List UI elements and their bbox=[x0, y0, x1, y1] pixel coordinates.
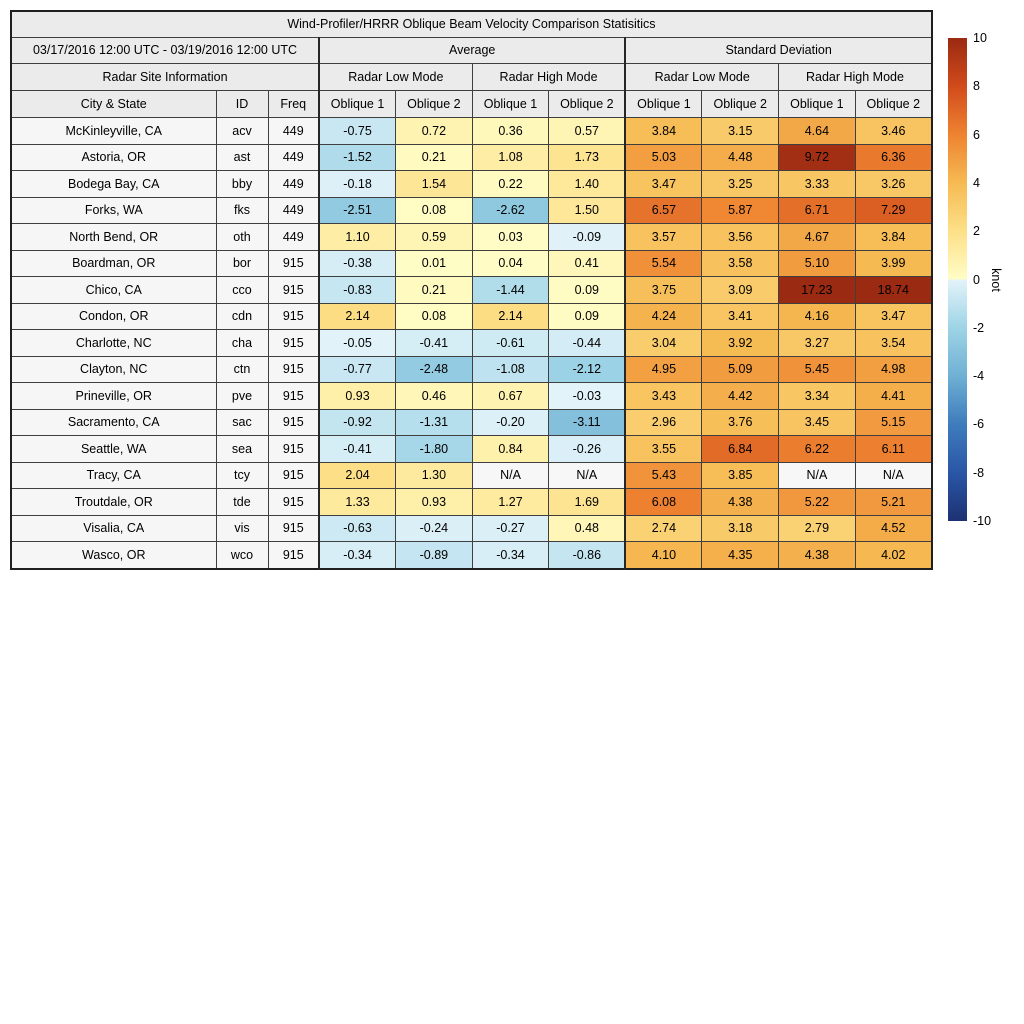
group-header-row bbox=[11, 38, 932, 64]
value-cell: 3.84 bbox=[625, 118, 702, 145]
value-cell: 0.57 bbox=[549, 118, 626, 145]
title-row bbox=[11, 11, 932, 38]
value-cell: N/A bbox=[779, 462, 856, 489]
value-cell: 0.21 bbox=[396, 144, 473, 171]
std-radar-low-mode-header: Radar Low Mode bbox=[625, 64, 778, 91]
value-cell: 0.21 bbox=[396, 277, 473, 304]
colorbar-tick-label: 8 bbox=[973, 79, 980, 94]
city-state-cell: North Bend, OR bbox=[11, 224, 216, 251]
table-row bbox=[11, 250, 932, 277]
value-cell: 4.02 bbox=[855, 542, 932, 569]
city-state-cell: Prineville, OR bbox=[11, 383, 216, 410]
value-cell: 3.85 bbox=[702, 462, 779, 489]
value-cell: 3.47 bbox=[625, 171, 702, 198]
value-cell: 9.72 bbox=[779, 144, 856, 171]
site-id-cell: sac bbox=[216, 409, 268, 436]
std-radar-high-mode-header: Radar High Mode bbox=[779, 64, 932, 91]
value-cell: 0.36 bbox=[472, 118, 549, 145]
city-state-cell: Tracy, CA bbox=[11, 462, 216, 489]
value-cell: 2.96 bbox=[625, 409, 702, 436]
value-cell: 3.56 bbox=[702, 224, 779, 251]
city-state-cell: Wasco, OR bbox=[11, 542, 216, 569]
value-cell: 3.18 bbox=[702, 515, 779, 542]
value-cell: -0.34 bbox=[319, 542, 396, 569]
colorbar-tick-label: -2 bbox=[973, 320, 985, 335]
city-state-cell: Charlotte, NC bbox=[11, 330, 216, 357]
figure-title: Wind-Profiler/HRRR Oblique Beam Velocity Comparison Statisitics bbox=[11, 11, 932, 38]
value-cell: 3.26 bbox=[855, 171, 932, 198]
table-row bbox=[11, 171, 932, 198]
value-cell: 3.15 bbox=[702, 118, 779, 145]
value-cell: 5.87 bbox=[702, 197, 779, 224]
value-cell: 3.25 bbox=[702, 171, 779, 198]
city-state-cell: Boardman, OR bbox=[11, 250, 216, 277]
city-state-cell: Seattle, WA bbox=[11, 436, 216, 463]
value-cell: 4.35 bbox=[702, 542, 779, 569]
table-body bbox=[11, 118, 932, 569]
site-id-cell: ast bbox=[216, 144, 268, 171]
value-cell: 18.74 bbox=[855, 277, 932, 304]
value-cell: 0.59 bbox=[396, 224, 473, 251]
value-cell: 3.92 bbox=[702, 330, 779, 357]
table-row bbox=[11, 489, 932, 516]
site-id-cell: fks bbox=[216, 197, 268, 224]
value-cell: -0.20 bbox=[472, 409, 549, 436]
value-cell: 2.04 bbox=[319, 462, 396, 489]
site-id-cell: ctn bbox=[216, 356, 268, 383]
value-cell: 5.03 bbox=[625, 144, 702, 171]
value-cell: -1.80 bbox=[396, 436, 473, 463]
value-cell: 1.40 bbox=[549, 171, 626, 198]
avg-radar-high-mode-header: Radar High Mode bbox=[472, 64, 625, 91]
colorbar-tick-label: 0 bbox=[973, 272, 980, 287]
value-cell: 5.45 bbox=[779, 356, 856, 383]
freq-cell: 915 bbox=[268, 542, 319, 569]
value-cell: -0.63 bbox=[319, 515, 396, 542]
value-cell: 0.84 bbox=[472, 436, 549, 463]
colorbar-tick-label: -8 bbox=[973, 465, 985, 480]
site-id-cell: sea bbox=[216, 436, 268, 463]
avg-high-oblique2-header: Oblique 2 bbox=[549, 91, 626, 118]
freq-cell: 449 bbox=[268, 224, 319, 251]
city-state-cell: Astoria, OR bbox=[11, 144, 216, 171]
colorbar-tick-label: -4 bbox=[973, 369, 985, 384]
std-low-oblique2-header: Oblique 2 bbox=[702, 91, 779, 118]
value-cell: 0.48 bbox=[549, 515, 626, 542]
value-cell: 0.93 bbox=[396, 489, 473, 516]
value-cell: -1.08 bbox=[472, 356, 549, 383]
date-range: 03/17/2016 12:00 UTC - 03/19/2016 12:00 UTC bbox=[11, 38, 319, 64]
value-cell: 1.08 bbox=[472, 144, 549, 171]
value-cell: -0.05 bbox=[319, 330, 396, 357]
value-cell: 3.54 bbox=[855, 330, 932, 357]
value-cell: 0.22 bbox=[472, 171, 549, 198]
value-cell: 6.71 bbox=[779, 197, 856, 224]
value-cell: 3.04 bbox=[625, 330, 702, 357]
mode-header-row bbox=[11, 64, 932, 91]
value-cell: -0.77 bbox=[319, 356, 396, 383]
city-state-cell: Forks, WA bbox=[11, 197, 216, 224]
value-cell: -0.83 bbox=[319, 277, 396, 304]
value-cell: -0.44 bbox=[549, 330, 626, 357]
table-row bbox=[11, 118, 932, 145]
city-state-cell: Condon, OR bbox=[11, 303, 216, 330]
site-id-cell: cco bbox=[216, 277, 268, 304]
value-cell: -0.89 bbox=[396, 542, 473, 569]
table-row bbox=[11, 409, 932, 436]
value-cell: 0.09 bbox=[549, 303, 626, 330]
value-cell: -0.27 bbox=[472, 515, 549, 542]
value-cell: 6.11 bbox=[855, 436, 932, 463]
colorbar-tick-label: -6 bbox=[973, 417, 985, 432]
value-cell: 0.72 bbox=[396, 118, 473, 145]
colorbar bbox=[948, 38, 967, 521]
value-cell: 3.47 bbox=[855, 303, 932, 330]
std-high-oblique2-header: Oblique 2 bbox=[855, 91, 932, 118]
table-row bbox=[11, 197, 932, 224]
value-cell: 3.41 bbox=[702, 303, 779, 330]
value-cell: -0.86 bbox=[549, 542, 626, 569]
value-cell: -0.41 bbox=[396, 330, 473, 357]
city-state-header: City & State bbox=[11, 91, 216, 118]
value-cell: 4.24 bbox=[625, 303, 702, 330]
value-cell: 6.36 bbox=[855, 144, 932, 171]
value-cell: 6.22 bbox=[779, 436, 856, 463]
value-cell: 6.84 bbox=[702, 436, 779, 463]
value-cell: 0.08 bbox=[396, 197, 473, 224]
value-cell: 6.08 bbox=[625, 489, 702, 516]
value-cell: -0.09 bbox=[549, 224, 626, 251]
colorbar-tick-label: -10 bbox=[973, 514, 992, 528]
value-cell: 5.10 bbox=[779, 250, 856, 277]
value-cell: 7.29 bbox=[855, 197, 932, 224]
value-cell: -1.44 bbox=[472, 277, 549, 304]
value-cell: 0.08 bbox=[396, 303, 473, 330]
colorbar-tick-label: 6 bbox=[973, 127, 980, 142]
value-cell: -2.51 bbox=[319, 197, 396, 224]
value-cell: -2.12 bbox=[549, 356, 626, 383]
site-id-cell: acv bbox=[216, 118, 268, 145]
value-cell: 0.93 bbox=[319, 383, 396, 410]
value-cell: 4.98 bbox=[855, 356, 932, 383]
value-cell: 2.79 bbox=[779, 515, 856, 542]
value-cell: 3.34 bbox=[779, 383, 856, 410]
freq-cell: 915 bbox=[268, 383, 319, 410]
site-id-cell: tcy bbox=[216, 462, 268, 489]
avg-radar-low-mode-header: Radar Low Mode bbox=[319, 64, 472, 91]
value-cell: 3.43 bbox=[625, 383, 702, 410]
value-cell: 1.50 bbox=[549, 197, 626, 224]
value-cell: 3.57 bbox=[625, 224, 702, 251]
group-header-standard-deviation: Standard Deviation bbox=[625, 38, 932, 64]
value-cell: 4.41 bbox=[855, 383, 932, 410]
radar-site-information-header: Radar Site Information bbox=[11, 64, 319, 91]
value-cell: 3.27 bbox=[779, 330, 856, 357]
table-row bbox=[11, 224, 932, 251]
site-id-cell: bor bbox=[216, 250, 268, 277]
value-cell: 0.09 bbox=[549, 277, 626, 304]
value-cell: -0.92 bbox=[319, 409, 396, 436]
value-cell: -1.52 bbox=[319, 144, 396, 171]
colorbar-unit-label: knot bbox=[989, 268, 1003, 292]
freq-cell: 449 bbox=[268, 171, 319, 198]
value-cell: -2.48 bbox=[396, 356, 473, 383]
freq-cell: 915 bbox=[268, 277, 319, 304]
value-cell: -0.03 bbox=[549, 383, 626, 410]
value-cell: 4.52 bbox=[855, 515, 932, 542]
value-cell: 4.48 bbox=[702, 144, 779, 171]
value-cell: -0.18 bbox=[319, 171, 396, 198]
value-cell: -0.34 bbox=[472, 542, 549, 569]
value-cell: 1.33 bbox=[319, 489, 396, 516]
colorbar-tick-label: 4 bbox=[973, 175, 980, 190]
value-cell: 3.76 bbox=[702, 409, 779, 436]
value-cell: 5.22 bbox=[779, 489, 856, 516]
table-row bbox=[11, 436, 932, 463]
value-cell: 5.43 bbox=[625, 462, 702, 489]
freq-cell: 915 bbox=[268, 330, 319, 357]
value-cell: 5.15 bbox=[855, 409, 932, 436]
freq-cell: 449 bbox=[268, 197, 319, 224]
value-cell: 1.30 bbox=[396, 462, 473, 489]
city-state-cell: Bodega Bay, CA bbox=[11, 171, 216, 198]
id-header: ID bbox=[216, 91, 268, 118]
freq-cell: 915 bbox=[268, 303, 319, 330]
value-cell: 0.67 bbox=[472, 383, 549, 410]
value-cell: -2.62 bbox=[472, 197, 549, 224]
table-row bbox=[11, 462, 932, 489]
column-header-row bbox=[11, 91, 932, 118]
value-cell: 3.75 bbox=[625, 277, 702, 304]
site-id-cell: bby bbox=[216, 171, 268, 198]
value-cell: 4.42 bbox=[702, 383, 779, 410]
value-cell: 1.10 bbox=[319, 224, 396, 251]
avg-low-oblique2-header: Oblique 2 bbox=[396, 91, 473, 118]
comparison-table bbox=[10, 10, 933, 570]
value-cell: 1.69 bbox=[549, 489, 626, 516]
freq-cell: 915 bbox=[268, 250, 319, 277]
value-cell: 3.09 bbox=[702, 277, 779, 304]
value-cell: 3.45 bbox=[779, 409, 856, 436]
value-cell: 1.54 bbox=[396, 171, 473, 198]
freq-cell: 915 bbox=[268, 409, 319, 436]
value-cell: 1.73 bbox=[549, 144, 626, 171]
value-cell: 2.14 bbox=[319, 303, 396, 330]
value-cell: 0.46 bbox=[396, 383, 473, 410]
table-row bbox=[11, 144, 932, 171]
value-cell: 17.23 bbox=[779, 277, 856, 304]
freq-cell: 915 bbox=[268, 515, 319, 542]
table-row bbox=[11, 383, 932, 410]
city-state-cell: Clayton, NC bbox=[11, 356, 216, 383]
std-low-oblique1-header: Oblique 1 bbox=[625, 91, 702, 118]
value-cell: 2.14 bbox=[472, 303, 549, 330]
avg-low-oblique1-header: Oblique 1 bbox=[319, 91, 396, 118]
freq-cell: 449 bbox=[268, 144, 319, 171]
city-state-cell: Sacramento, CA bbox=[11, 409, 216, 436]
value-cell: -3.11 bbox=[549, 409, 626, 436]
table-row bbox=[11, 515, 932, 542]
value-cell: -0.26 bbox=[549, 436, 626, 463]
colorbar-tick-label: 10 bbox=[973, 31, 987, 45]
value-cell: 4.38 bbox=[702, 489, 779, 516]
freq-cell: 915 bbox=[268, 462, 319, 489]
value-cell: 6.57 bbox=[625, 197, 702, 224]
site-id-cell: pve bbox=[216, 383, 268, 410]
site-id-cell: cha bbox=[216, 330, 268, 357]
value-cell: -0.41 bbox=[319, 436, 396, 463]
value-cell: -1.31 bbox=[396, 409, 473, 436]
value-cell: -0.38 bbox=[319, 250, 396, 277]
value-cell: 5.54 bbox=[625, 250, 702, 277]
value-cell: N/A bbox=[472, 462, 549, 489]
value-cell: 1.27 bbox=[472, 489, 549, 516]
value-cell: 4.64 bbox=[779, 118, 856, 145]
freq-header: Freq bbox=[268, 91, 319, 118]
city-state-cell: Troutdale, OR bbox=[11, 489, 216, 516]
value-cell: 4.38 bbox=[779, 542, 856, 569]
table-row bbox=[11, 277, 932, 304]
value-cell: -0.75 bbox=[319, 118, 396, 145]
table-row bbox=[11, 330, 932, 357]
value-cell: 4.67 bbox=[779, 224, 856, 251]
value-cell: 0.04 bbox=[472, 250, 549, 277]
site-id-cell: vis bbox=[216, 515, 268, 542]
value-cell: 3.46 bbox=[855, 118, 932, 145]
city-state-cell: McKinleyville, CA bbox=[11, 118, 216, 145]
value-cell: 4.16 bbox=[779, 303, 856, 330]
site-id-cell: wco bbox=[216, 542, 268, 569]
group-header-average: Average bbox=[319, 38, 625, 64]
value-cell: 5.21 bbox=[855, 489, 932, 516]
site-id-cell: cdn bbox=[216, 303, 268, 330]
value-cell: 3.33 bbox=[779, 171, 856, 198]
value-cell: N/A bbox=[855, 462, 932, 489]
value-cell: 5.09 bbox=[702, 356, 779, 383]
value-cell: -0.24 bbox=[396, 515, 473, 542]
table-row bbox=[11, 356, 932, 383]
value-cell: N/A bbox=[549, 462, 626, 489]
site-id-cell: oth bbox=[216, 224, 268, 251]
freq-cell: 449 bbox=[268, 118, 319, 145]
value-cell: 4.95 bbox=[625, 356, 702, 383]
value-cell: 0.41 bbox=[549, 250, 626, 277]
value-cell: 3.55 bbox=[625, 436, 702, 463]
std-high-oblique1-header: Oblique 1 bbox=[779, 91, 856, 118]
city-state-cell: Visalia, CA bbox=[11, 515, 216, 542]
value-cell: -0.61 bbox=[472, 330, 549, 357]
table-row bbox=[11, 303, 932, 330]
value-cell: 0.03 bbox=[472, 224, 549, 251]
value-cell: 3.84 bbox=[855, 224, 932, 251]
table-row bbox=[11, 542, 932, 569]
avg-high-oblique1-header: Oblique 1 bbox=[472, 91, 549, 118]
freq-cell: 915 bbox=[268, 489, 319, 516]
freq-cell: 915 bbox=[268, 436, 319, 463]
colorbar-tick-label: 2 bbox=[973, 224, 980, 239]
value-cell: 2.74 bbox=[625, 515, 702, 542]
site-id-cell: tde bbox=[216, 489, 268, 516]
value-cell: 4.10 bbox=[625, 542, 702, 569]
value-cell: 0.01 bbox=[396, 250, 473, 277]
value-cell: 3.58 bbox=[702, 250, 779, 277]
city-state-cell: Chico, CA bbox=[11, 277, 216, 304]
value-cell: 3.99 bbox=[855, 250, 932, 277]
freq-cell: 915 bbox=[268, 356, 319, 383]
